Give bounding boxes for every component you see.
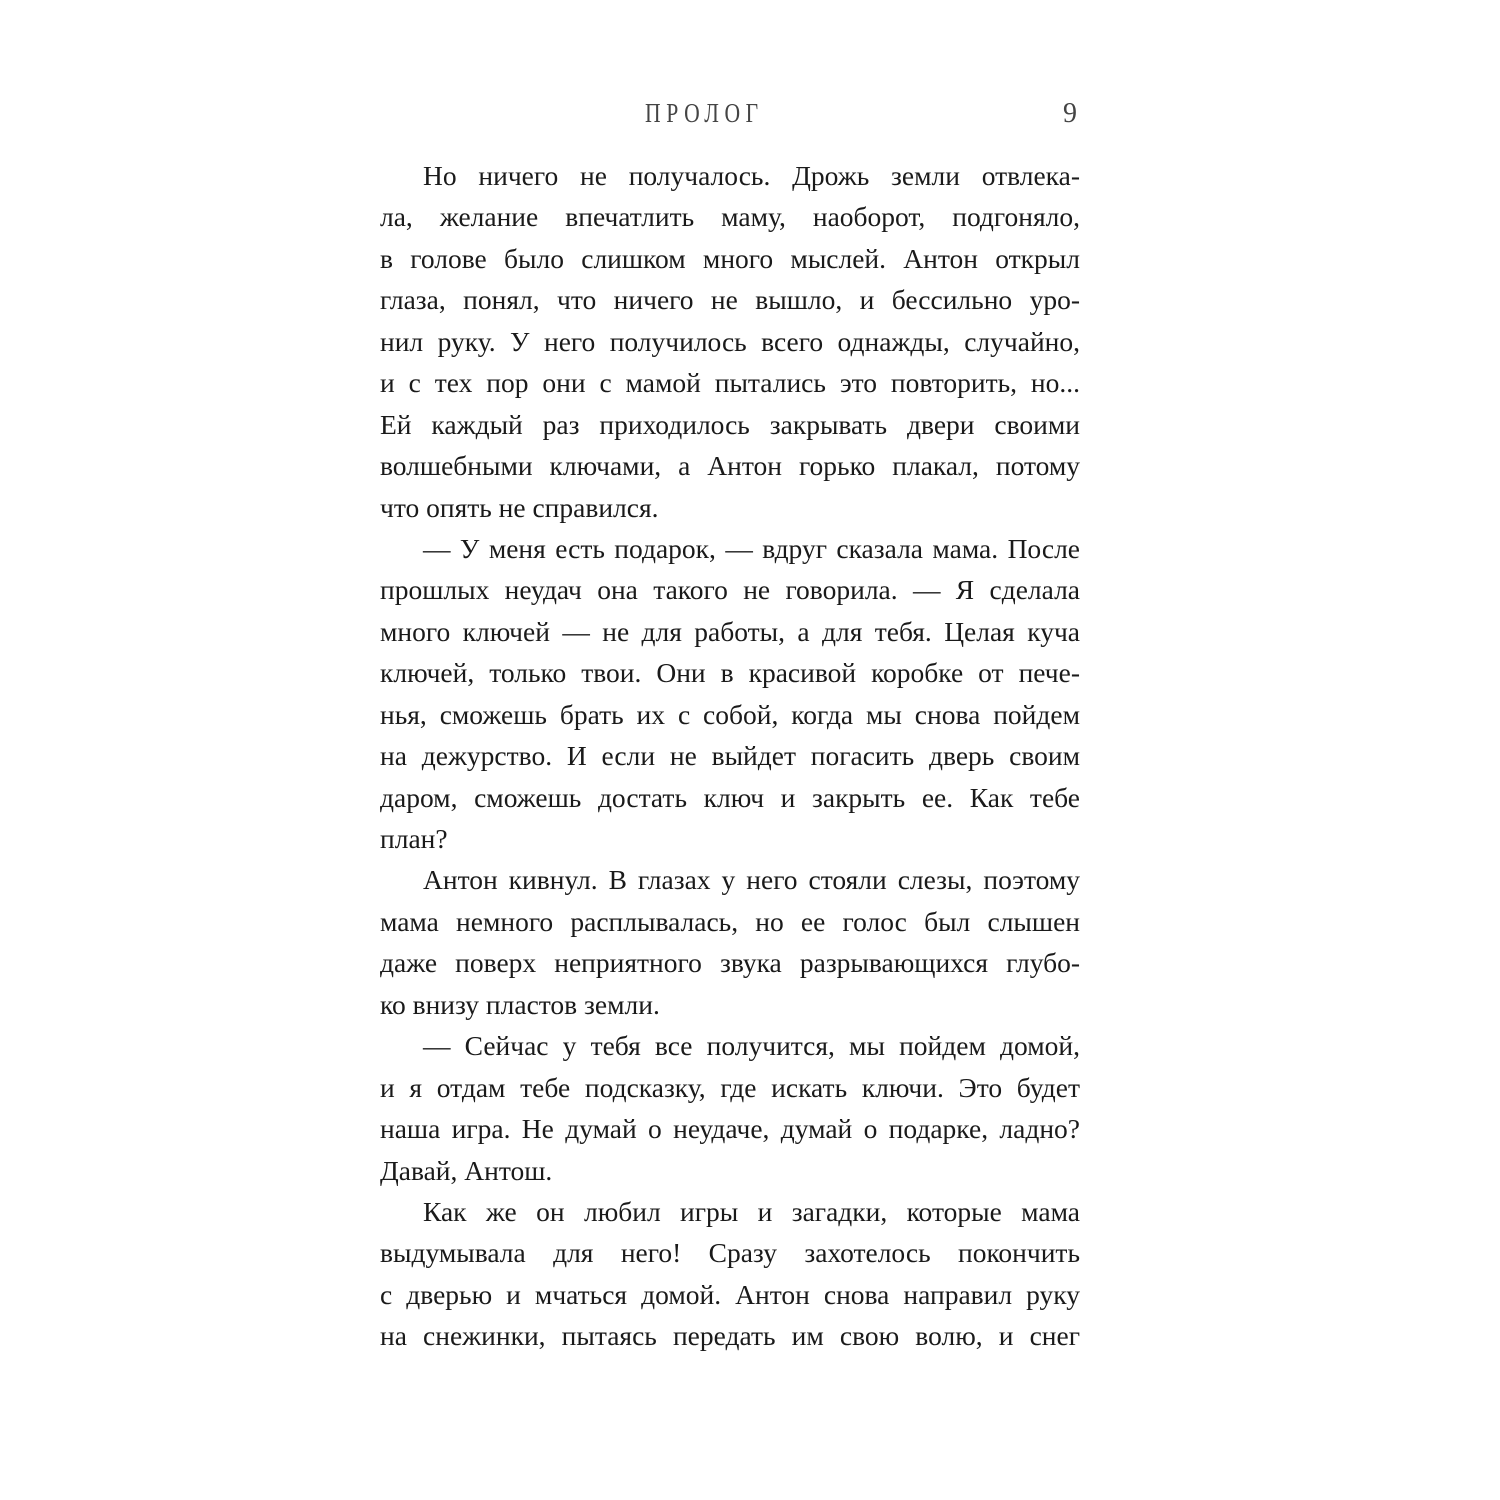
text-line: Давай, Антош. — [380, 1154, 553, 1186]
text-line: нья, сможешь брать их с собой, когда мы снова пойдем — [380, 698, 1080, 730]
text-line: и я отдам тебе подсказку, где искать ключи. Это будет — [380, 1071, 1080, 1103]
text-line: ко внизу пластов земли. — [380, 988, 660, 1020]
text-line: и с тех пор они с мамой пытались это повторить, но... — [380, 367, 1080, 399]
text-line: прошлых неудач она такого не говорила. — Я сделала — [380, 574, 1080, 606]
text-line: наша игра. Не думай о неудаче, думай о подарке, ладно? — [380, 1113, 1080, 1145]
text-line: Ей каждый раз приходилось закрывать двери своими — [380, 408, 1080, 440]
page-number: 9 — [1063, 98, 1077, 129]
text-line: план? — [380, 823, 448, 854]
text-line: — Сейчас у тебя все получится, мы пойдем домой, — [423, 1030, 1080, 1062]
text-line: ла, желание впечатлить маму, наоборот, подгоняло, — [380, 201, 1080, 233]
text-line: много ключей — не для работы, а для тебя. Целая куча — [380, 615, 1080, 647]
text-line: даже поверх неприятного звука разрывающихся глубо- — [380, 947, 1080, 979]
running-title: ПРОЛОГ — [645, 98, 764, 128]
text-line: Антон кивнул. В глазах у него стояли слезы, поэтому — [423, 864, 1080, 896]
text-line: ключей, только твои. Они в красивой коробке от пече- — [380, 657, 1080, 689]
text-line: глаза, понял, что ничего не вышло, и бессильно уро- — [380, 284, 1080, 316]
text-line: мама немного расплывалась, но ее голос был слышен — [380, 905, 1080, 937]
text-line: даром, сможешь достать ключ и закрыть ее. Как тебе — [380, 781, 1080, 813]
text-line: с дверью и мчаться домой. Антон снова направил руку — [380, 1278, 1080, 1310]
body-text — [380, 155, 1080, 1357]
text-line: волшебными ключами, а Антон горько плакал, потому — [380, 450, 1080, 482]
text-line: в голове было слишком много мыслей. Антон открыл — [380, 242, 1080, 274]
text-line: Как же он любил игры и загадки, которые мама — [423, 1195, 1080, 1227]
text-line: что опять не справился. — [380, 491, 659, 523]
text-line: выдумывала для него! Сразу захотелось покончить — [380, 1237, 1080, 1269]
text-line: Но ничего не получалось. Дрожь земли отвлека- — [423, 160, 1080, 191]
text-line: нил руку. У него получилось всего однажды, случайно, — [380, 325, 1080, 357]
text-line: — У меня есть подарок, — вдруг сказала мама. После — [423, 532, 1080, 564]
text-line: на дежурство. И если не выйдет погасить дверь своим — [380, 740, 1080, 772]
text-line: на снежинки, пытаясь передать им свою волю, и снег — [380, 1320, 1080, 1352]
